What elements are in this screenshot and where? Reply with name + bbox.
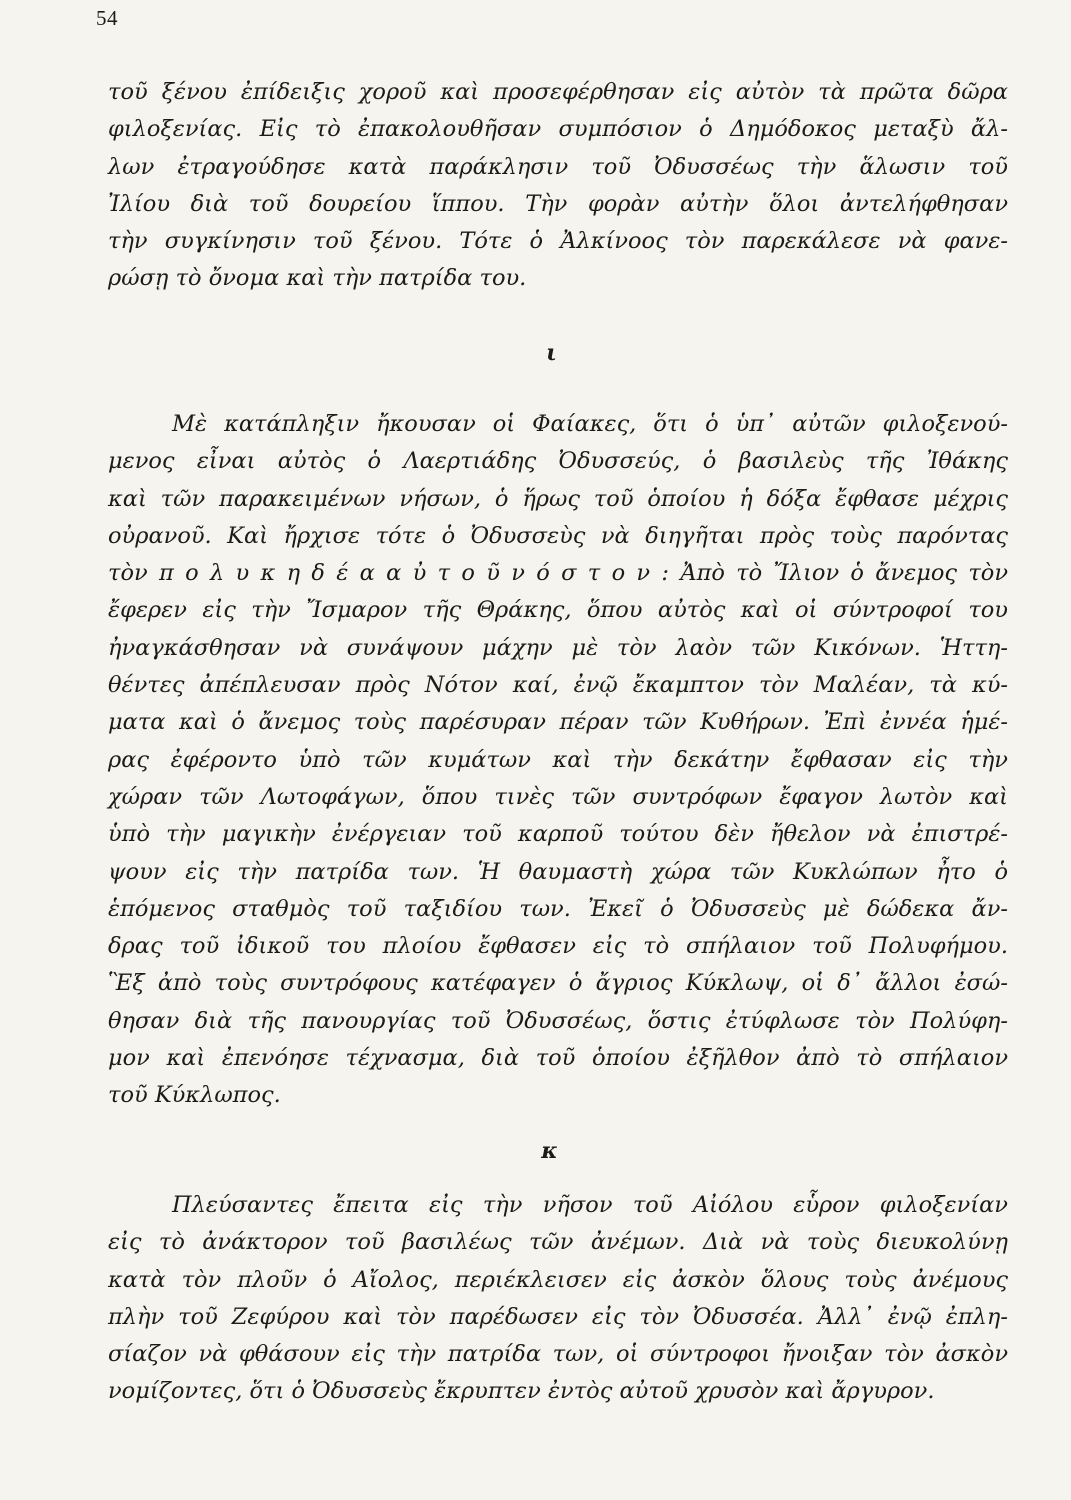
text-line: σίαζον νὰ φθάσουν εἰς τὴν πατρίδα των, οἱ σύντροφοι ἤνοιξαν τὸν ἀσκὸν: [108, 1341, 1008, 1368]
text-line: οὐρανοῦ. Καὶ ἤρχισε τότε ὁ Ὀδυσσεὺς νὰ διηγῆται πρὸς τοὺς παρόντας: [108, 522, 1008, 549]
text-line: θησαν διὰ τῆς πανουργίας τοῦ Ὀδυσσέως, ὅστις ἐτύφλωσε τὸν Πολύφη-: [108, 1007, 1008, 1034]
text-line: τὴν συγκίνησιν τοῦ ξένου. Τότε ὁ Ἀλκίνοος τὸν παρεκάλεσε νὰ φανε-: [108, 228, 1008, 255]
paragraph-3: [108, 1187, 1008, 1411]
page-number: 54: [96, 6, 118, 30]
text-line: ματα καὶ ὁ ἄνεμος τοὺς παρέσυραν πέραν τῶν Κυθήρων. Ἐπὶ ἐννέα ἡμέ-: [108, 709, 1008, 736]
text-line: καὶ τῶν παρακειμένων νήσων, ὁ ἥρως τοῦ ὁποίου ἡ δόξα ἔφθασε μέχρις: [108, 485, 1008, 512]
text-line: ρας ἐφέροντο ὑπὸ τῶν κυμάτων καὶ τὴν δεκάτην ἔφθασαν εἰς τὴν: [108, 746, 1008, 773]
text-line: τοῦ ξένου ἐπίδειξις χοροῦ καὶ προσεφέρθησαν εἰς αὐτὸν τὰ πρῶτα δῶρα: [108, 79, 1008, 105]
text-line: τὸν π ο λ υ κ η δ έ α α ὐ τ ο ῦ ν ό σ τ ο ν : Ἀπὸ τὸ Ἴλιον ὁ ἄνεμος τὸν: [108, 560, 1008, 587]
text-line: Ἰλίου διὰ τοῦ δουρείου ἵππου. Τὴν φορὰν αὐτὴν ὅλοι ἀντελήφθησαν: [108, 190, 1008, 217]
text-line: εἰς τὸ ἀνάκτορον τοῦ βασιλέως τῶν ἀνέμων. Διὰ νὰ τοὺς διευκολύνῃ: [108, 1229, 1008, 1256]
section-mark-iota: ι: [546, 340, 557, 366]
text-line: Μὲ κατάπληξιν ἤκουσαν οἱ Φαίακες, ὅτι ὁ ὑπ᾽ αὐτῶν φιλοξενού-: [172, 411, 1008, 437]
text-line: ρώσῃ τὸ ὄνομα καὶ τὴν πατρίδα του.: [108, 265, 527, 292]
text-line: ἑπόμενος σταθμὸς τοῦ ταξιδίου των. Ἐκεῖ ὁ Ὀδυσσεὺς μὲ δώδεκα ἄν-: [108, 895, 1008, 922]
text-line: φιλοξενίας. Εἰς τὸ ἐπακολουθῆσαν συμπόσιον ὁ Δημόδοκος μεταξὺ ἄλ-: [108, 116, 1008, 143]
section-mark-kappa: κ: [541, 1138, 558, 1164]
text-line: θέντες ἀπέπλευσαν πρὸς Νότον καί, ἐνῷ ἔκαμπτον τὸν Μαλέαν, τὰ κύ-: [108, 672, 1008, 699]
text-line: Ἓξ ἀπὸ τοὺς συντρόφους κατέφαγεν ὁ ἄγριος Κύκλωψ, οἱ δ᾽ ἄλλοι ἐσώ-: [108, 970, 1008, 997]
text-line: μον καὶ ἐπενόησε τέχνασμα, διὰ τοῦ ὁποίου ἐξῆλθον ἀπὸ τὸ σπήλαιον: [108, 1045, 1008, 1072]
text-line: πλὴν τοῦ Ζεφύρου καὶ τὸν παρέδωσεν εἰς τὸν Ὀδυσσέα. Ἀλλ᾽ ἐνῷ ἐπλη-: [108, 1303, 1008, 1330]
text-line: λων ἐτραγούδησε κατὰ παράκλησιν τοῦ Ὀδυσσέως τὴν ἅλωσιν τοῦ: [108, 153, 1008, 180]
paragraph-1: [108, 74, 1008, 298]
text-line: μενος εἶναι αὐτὸς ὁ Λαερτιάδης Ὀδυσσεύς, ὁ βασιλεὺς τῆς Ἰθάκης: [108, 448, 1008, 475]
text-line: ψουν εἰς τὴν πατρίδα των. Ἡ θαυμαστὴ χώρα τῶν Κυκλώπων ἦτο ὁ: [108, 858, 1008, 885]
text-line: τοῦ Κύκλωπος.: [108, 1082, 281, 1109]
text-line: κατὰ τὸν πλοῦν ὁ Αἴολος, περιέκλεισεν εἰς ἀσκὸν ὅλους τοὺς ἀνέμους: [108, 1266, 1008, 1293]
text-line: ἔφερεν εἰς τὴν Ἴσμαρον τῆς Θράκης, ὅπου αὐτὸς καὶ οἱ σύντροφοί του: [108, 597, 1008, 624]
text-line: ἠναγκάσθησαν νὰ συνάψουν μάχην μὲ τὸν λαὸν τῶν Κικόνων. Ἡττη-: [108, 634, 1008, 661]
text-line: χώραν τῶν Λωτοφάγων, ὅπου τινὲς τῶν συντρόφων ἔφαγον λωτὸν καὶ: [108, 783, 1008, 810]
text-line: δρας τοῦ ἰδικοῦ του πλοίου ἔφθασεν εἰς τὸ σπήλαιον τοῦ Πολυφήμου.: [108, 933, 1008, 960]
paragraph-2: [108, 406, 1008, 1115]
text-line: ὑπὸ τὴν μαγικὴν ἐνέργειαν τοῦ καρποῦ τούτου δὲν ἤθελον νὰ ἐπιστρέ-: [108, 821, 1008, 848]
text-line: νομίζοντες, ὅτι ὁ Ὀδυσσεὺς ἔκρυπτεν ἐντὸς αὐτοῦ χρυσὸν καὶ ἄργυρον.: [108, 1378, 935, 1405]
text-line: Πλεύσαντες ἔπειτα εἰς τὴν νῆσον τοῦ Αἰόλου εὗρον φιλοξενίαν: [172, 1192, 1008, 1218]
